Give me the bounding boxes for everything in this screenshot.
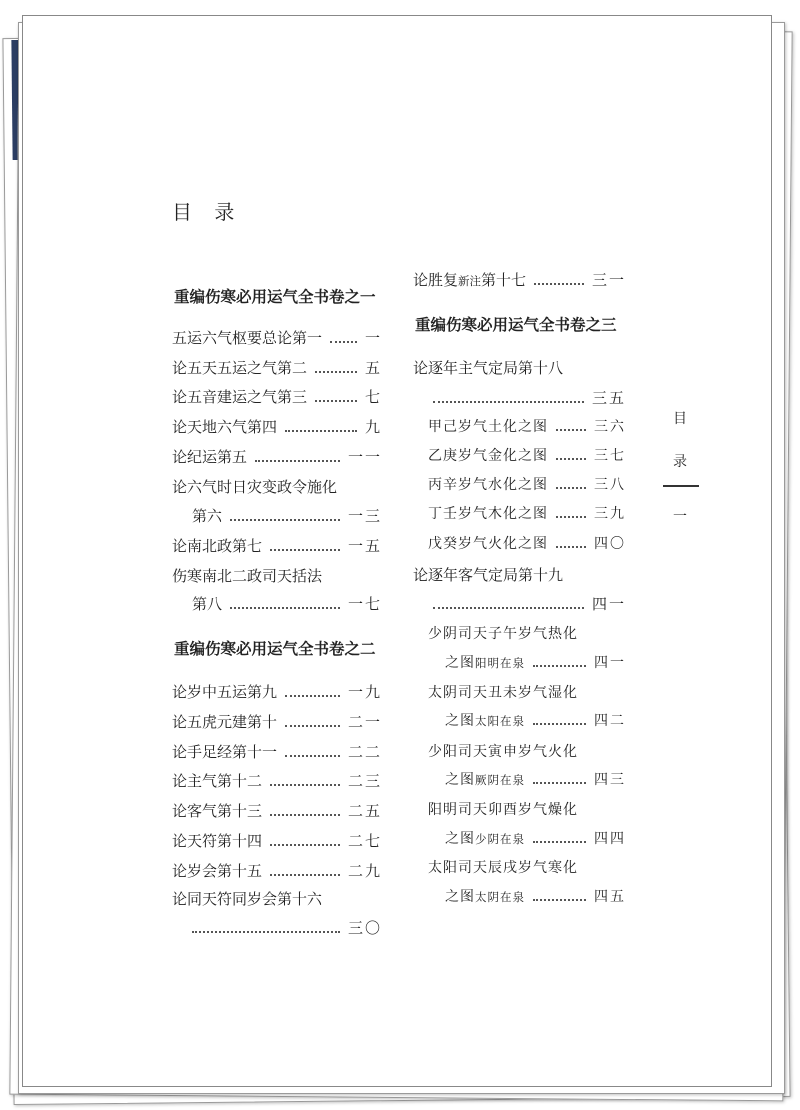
toc-entry[interactable] — [172, 861, 382, 881]
dot-leader — [230, 607, 340, 609]
toc-entry[interactable] — [172, 387, 382, 407]
entry-title: 丙辛岁气水化之图 — [428, 477, 548, 493]
toc-entry[interactable] — [172, 712, 382, 732]
volume-heading — [174, 639, 376, 659]
page-ref: 一七 — [347, 595, 382, 613]
dot-leader — [270, 814, 340, 816]
volume-heading — [174, 287, 376, 307]
entry-title: 之图 — [445, 772, 475, 788]
toc-entry[interactable] — [428, 417, 626, 437]
page-ref: 四五 — [594, 889, 626, 905]
page-ref: 三五 — [591, 389, 626, 407]
page-ref: 四四 — [594, 831, 626, 847]
toc-entry[interactable] — [445, 711, 626, 731]
entry-title: 太阴司天丑未岁气湿化 — [428, 685, 578, 701]
page-ref: 二九 — [347, 862, 382, 880]
dot-leader — [533, 665, 586, 667]
entry-title: 少阴司天子午岁气热化 — [428, 626, 578, 642]
dot-leader — [533, 841, 586, 843]
toc-entry[interactable] — [172, 417, 382, 437]
dot-leader — [270, 549, 340, 551]
toc-entry[interactable] — [172, 536, 382, 556]
dot-leader — [556, 429, 586, 431]
entry-title: 第六 — [192, 507, 223, 525]
entry-title: 论岁会第十五 — [172, 862, 263, 880]
entry-title: 论逐年客气定局第十九 — [413, 566, 564, 584]
toc-entry[interactable] — [172, 566, 322, 586]
dot-leader — [285, 755, 340, 757]
toc-entry[interactable] — [433, 594, 626, 614]
page-ref: 一一 — [347, 448, 382, 466]
toc-entry[interactable] — [172, 682, 382, 702]
dot-leader — [270, 874, 340, 876]
entry-note: 阳明在泉 — [475, 656, 525, 670]
toc-entry[interactable] — [428, 683, 578, 703]
dot-leader — [433, 401, 584, 403]
dot-leader — [556, 487, 586, 489]
entry-title: 论五天五运之气第二 — [172, 359, 308, 377]
page-ref: 一 — [364, 329, 382, 347]
page-ref: 五 — [364, 359, 382, 377]
entry-note: 少阴在泉 — [475, 832, 525, 846]
entry-title: 论南北政第七 — [172, 537, 263, 555]
dot-leader — [285, 725, 340, 727]
page-ref: 三八 — [594, 477, 626, 493]
entry-title: 论主气第十二 — [172, 772, 263, 790]
page-ref: 四〇 — [594, 536, 626, 552]
toc-entry[interactable] — [428, 534, 626, 554]
page-ref: 三七 — [594, 448, 626, 464]
page-ref: 四二 — [594, 713, 626, 729]
page-ref: 四一 — [594, 655, 626, 671]
page-ref: 二三 — [347, 772, 382, 790]
dot-leader — [270, 844, 340, 846]
entry-title: 重编伤寒必用运气全书卷之二 — [174, 639, 376, 658]
toc-entry[interactable] — [192, 506, 382, 526]
entry-title: 论天地六气第四 — [172, 418, 278, 436]
toc-entry[interactable] — [428, 742, 578, 762]
entry-title: 之图 — [445, 655, 475, 671]
entry-title: 论纪运第五 — [172, 448, 248, 466]
dot-leader — [533, 782, 586, 784]
page-ref: 二五 — [347, 802, 382, 820]
entry-title: 论胜复 — [413, 271, 459, 289]
dot-leader — [270, 784, 340, 786]
page-ref: 九 — [364, 418, 382, 436]
entry-title: 乙庚岁气金化之图 — [428, 448, 548, 464]
page-ref: 三六 — [594, 419, 626, 435]
toc-entry[interactable] — [172, 801, 382, 821]
dot-leader — [315, 400, 357, 402]
toc-entry[interactable] — [172, 831, 382, 851]
page-ref: 二一 — [347, 713, 382, 731]
toc-entry[interactable] — [413, 270, 626, 291]
page-ref: 四一 — [591, 595, 626, 613]
page-ref: 三九 — [594, 506, 626, 522]
entry-title: 太阳司天辰戌岁气寒化 — [428, 860, 578, 876]
toc-entry[interactable] — [428, 475, 626, 495]
entry-title: 论天符第十四 — [172, 832, 263, 850]
document-page — [22, 15, 772, 1087]
entry-title: 伤寒南北二政司天括法 — [172, 567, 323, 585]
dot-leader — [433, 607, 584, 609]
page-ref: 三〇 — [347, 919, 382, 937]
entry-title: 之图 — [445, 889, 475, 905]
entry-title: 论逐年主气定局第十八 — [413, 359, 564, 377]
toc-entry[interactable] — [428, 624, 578, 644]
entry-title: 论同天符同岁会第十六 — [172, 890, 323, 908]
dot-leader — [230, 519, 340, 521]
toc-entry[interactable] — [428, 858, 578, 878]
toc-entry[interactable] — [445, 829, 626, 849]
entry-title: 论客气第十三 — [172, 802, 263, 820]
entry-title: 戊癸岁气火化之图 — [428, 536, 548, 552]
toc-entry[interactable] — [172, 358, 382, 378]
entry-title: 之图 — [445, 831, 475, 847]
side-divider — [663, 485, 699, 487]
page-ref: 一五 — [347, 537, 382, 555]
dot-leader — [285, 695, 340, 697]
page-title: 目 录 — [172, 200, 243, 224]
toc-entry[interactable] — [172, 742, 382, 762]
entry-title: 重编伤寒必用运气全书卷之三 — [415, 315, 617, 334]
toc-entry[interactable] — [172, 328, 382, 348]
dot-leader — [315, 371, 357, 373]
entry-title: 论六气时日灾变政令施化 — [172, 478, 338, 496]
toc-entry[interactable] — [428, 504, 626, 524]
toc-entry[interactable] — [445, 887, 626, 907]
page-number: 一 — [673, 509, 687, 525]
toc-entry[interactable] — [428, 800, 578, 820]
page-ref: 三一 — [591, 271, 626, 289]
toc-entry[interactable] — [445, 770, 626, 790]
entry-title: 之图 — [445, 713, 475, 729]
dot-leader — [192, 931, 340, 933]
entry-title: 丁壬岁气木化之图 — [428, 506, 548, 522]
entry-title-cont: 第十七 — [481, 271, 527, 289]
entry-title: 阳明司天卯酉岁气燥化 — [428, 802, 578, 818]
toc-entry[interactable] — [192, 594, 382, 614]
entry-note: 新注 — [458, 274, 482, 288]
volume-heading — [415, 315, 617, 335]
toc-entry[interactable] — [433, 388, 626, 408]
entry-title: 少阳司天寅申岁气火化 — [428, 744, 578, 760]
entry-title: 论岁中五运第九 — [172, 683, 278, 701]
toc-entry[interactable] — [445, 653, 626, 673]
toc-entry[interactable] — [172, 447, 382, 467]
toc-entry[interactable] — [413, 358, 563, 378]
entry-title: 五运六气枢要总论第一 — [172, 329, 323, 347]
entry-title: 第八 — [192, 595, 223, 613]
toc-entry[interactable] — [413, 565, 563, 585]
page-ref: 四三 — [594, 772, 626, 788]
entry-note: 太阴在泉 — [475, 890, 525, 904]
dot-leader — [556, 546, 586, 548]
toc-entry[interactable] — [172, 889, 322, 909]
page-ref: 二七 — [347, 832, 382, 850]
entry-title: 论五音建运之气第三 — [172, 388, 308, 406]
dot-leader — [330, 341, 357, 343]
entry-title: 论五虎元建第十 — [172, 713, 278, 731]
toc-entry[interactable] — [428, 446, 626, 466]
dot-leader — [533, 899, 586, 901]
entry-note: 太阳在泉 — [475, 714, 525, 728]
dot-leader — [255, 460, 340, 462]
entry-note: 厥阴在泉 — [475, 773, 525, 787]
dot-leader — [556, 458, 586, 460]
toc-entry[interactable] — [172, 477, 337, 497]
entry-title: 甲己岁气土化之图 — [428, 419, 548, 435]
dot-leader — [534, 283, 584, 285]
entry-title: 重编伤寒必用运气全书卷之一 — [174, 287, 376, 306]
page-ref: 一三 — [347, 507, 382, 525]
dot-leader — [285, 430, 357, 432]
toc-entry[interactable] — [192, 918, 382, 938]
dot-leader — [533, 723, 586, 725]
side-label-1: 目 — [673, 411, 687, 427]
page-ref: 二二 — [347, 743, 382, 761]
side-label-2: 录 — [673, 454, 687, 470]
toc-entry[interactable] — [172, 771, 382, 791]
page-ref: 七 — [364, 388, 382, 406]
entry-title: 论手足经第十一 — [172, 743, 278, 761]
page-ref: 一九 — [347, 683, 382, 701]
dot-leader — [556, 516, 586, 518]
